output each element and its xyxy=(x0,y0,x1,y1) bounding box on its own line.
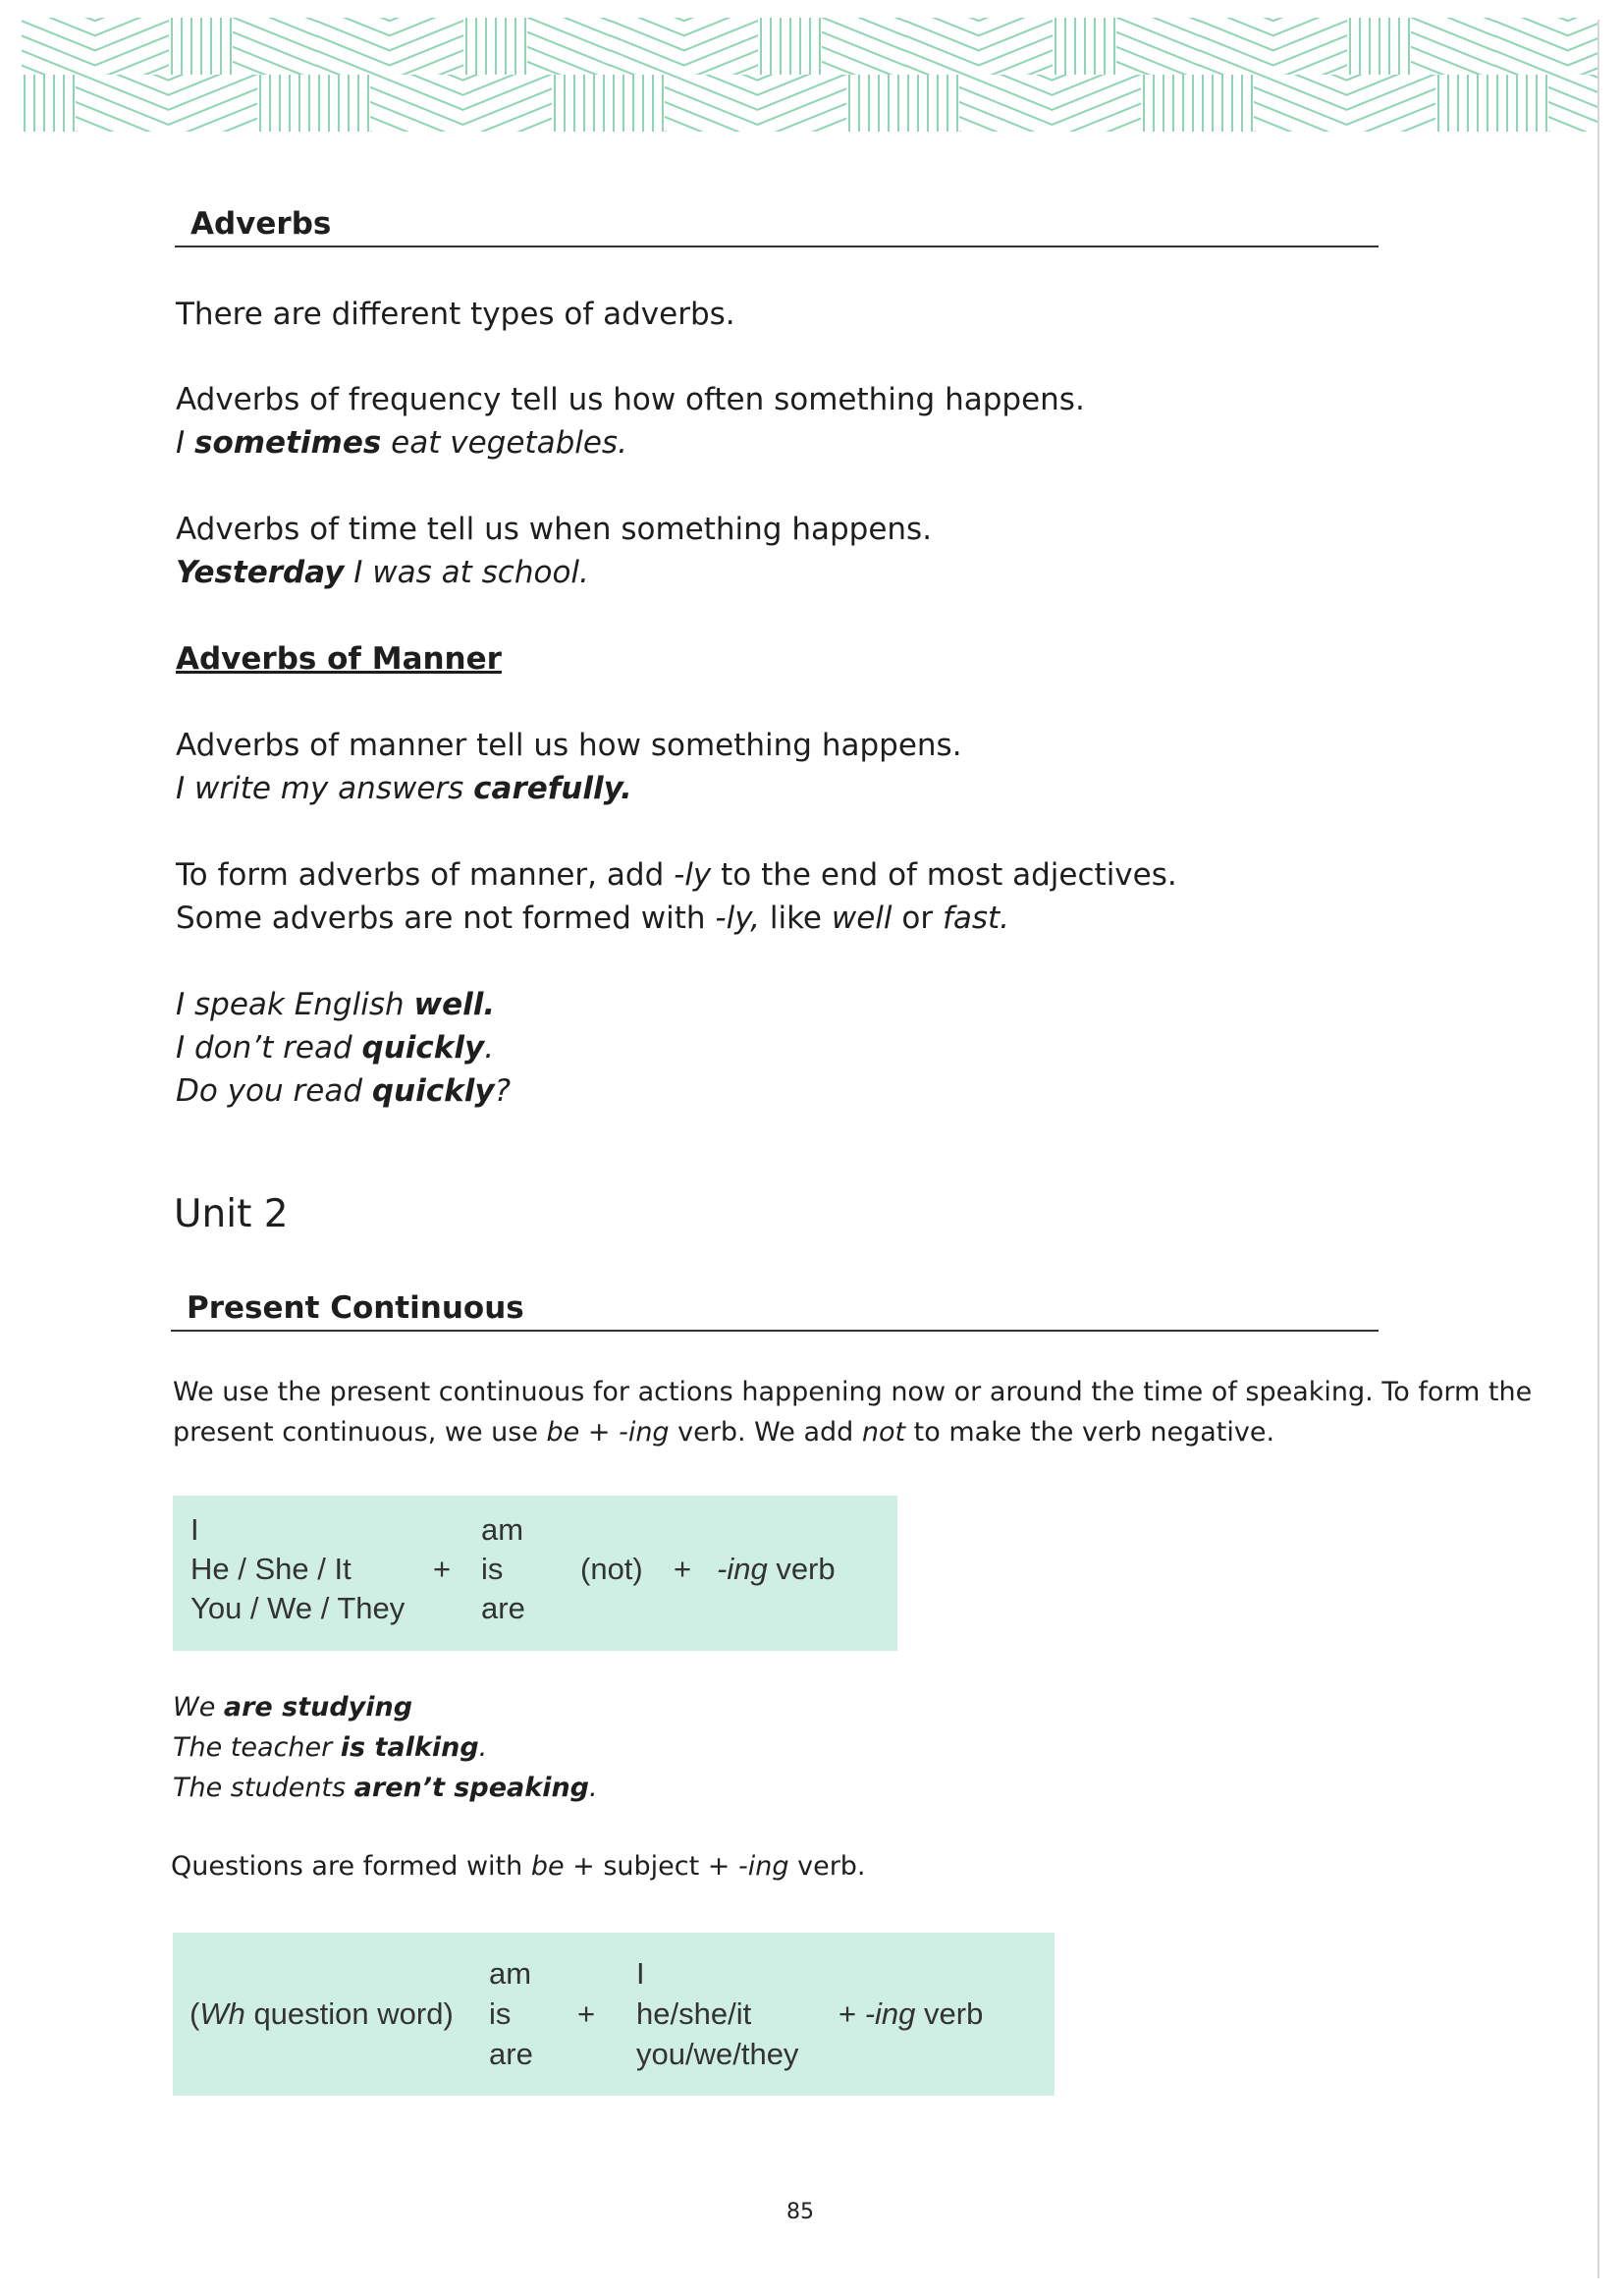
table1-verb: -ing verb xyxy=(717,1552,836,1586)
questions-text: Questions are formed with be + subject + -ing verb. xyxy=(171,1851,866,1882)
page-edge-line xyxy=(1597,20,1599,2278)
table1-plus-1: + xyxy=(433,1552,452,1586)
form-table-affirmative xyxy=(173,1496,897,1651)
table1-subject-1: I xyxy=(190,1512,199,1547)
header-pattern xyxy=(22,18,1598,132)
unit-title: Unit 2 xyxy=(174,1192,289,1236)
present-continuous-desc-line2: present continuous, we use be + -ing verb. We add not to make the verb negative. xyxy=(173,1417,1275,1448)
table2-plus: + xyxy=(577,1996,596,2031)
table2-wh-question-word: (Wh question word) xyxy=(189,1996,454,2031)
adverbs-frequency-example: I sometimes eat vegetables. xyxy=(176,425,627,461)
pc-example-1: We are studying xyxy=(173,1692,413,1722)
table2-be-is: is xyxy=(489,1996,512,2031)
present-continuous-desc-line1: We use the present continuous for actions happening now or around the time of speaking. To form the xyxy=(173,1377,1533,1407)
adverbs-intro: There are different types of adverbs. xyxy=(176,297,735,332)
adverbs-example-1: I speak English well. xyxy=(176,987,496,1022)
geometric-stripe-pattern-icon xyxy=(22,18,1598,132)
adverbs-manner-heading: Adverbs of Manner xyxy=(176,641,502,677)
adverbs-manner-example: I write my answers carefully. xyxy=(176,771,632,806)
section-title-adverbs: Adverbs xyxy=(175,206,1379,247)
pc-example-2: The teacher is talking. xyxy=(173,1732,488,1763)
table2-subject-2: he/she/it xyxy=(636,1996,752,2031)
adverbs-manner-text: Adverbs of manner tell us how something happens. xyxy=(176,728,962,763)
table1-plus-2: + xyxy=(674,1552,692,1586)
table2-subject-1: I xyxy=(636,1956,645,1991)
adverbs-time-example: Yesterday I was at school. xyxy=(176,555,589,590)
form-table-questions xyxy=(173,1933,1055,2096)
adverbs-example-3: Do you read quickly? xyxy=(176,1073,512,1109)
table1-be-are: are xyxy=(481,1591,525,1625)
adverbs-form-line1: To form adverbs of manner, add -ly to the end of most adjectives. xyxy=(176,857,1177,893)
adverbs-frequency-text: Adverbs of frequency tell us how often something happens. xyxy=(176,382,1085,417)
pc-example-3: The students aren’t speaking. xyxy=(173,1773,598,1803)
table1-subject-2: He / She / It xyxy=(190,1552,352,1586)
table1-be-is: is xyxy=(481,1552,504,1586)
adverbs-example-2: I don’t read quickly. xyxy=(176,1030,495,1066)
table2-subject-3: you/we/they xyxy=(636,2037,799,2071)
table2-be-are: are xyxy=(489,2037,533,2071)
table1-not: (not) xyxy=(580,1552,643,1586)
table1-subject-3: You / We / They xyxy=(190,1591,406,1625)
page-number: 85 xyxy=(786,2200,814,2224)
adverbs-form-line2: Some adverbs are not formed with -ly, like well or fast. xyxy=(176,901,1010,936)
table1-be-am: am xyxy=(481,1512,524,1547)
section-title-present-continuous: Present Continuous xyxy=(171,1290,1379,1332)
table2-be-am: am xyxy=(489,1956,532,1991)
table2-verb: + -ing verb xyxy=(839,1996,984,2031)
adverbs-time-text: Adverbs of time tell us when something happens. xyxy=(176,512,933,547)
